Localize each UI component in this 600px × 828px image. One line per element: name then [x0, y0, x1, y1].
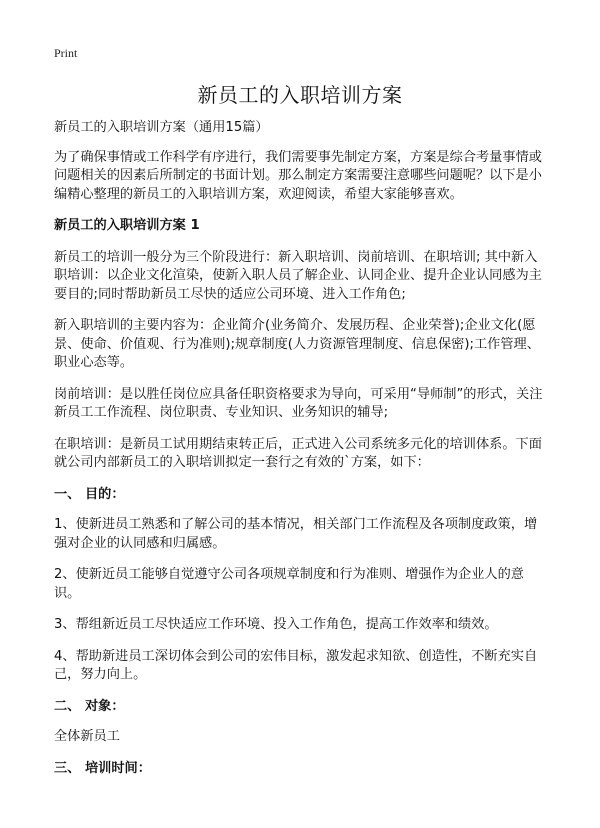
goal-item: 4、帮助新进员工深切体会到公司的宏伟目标，激发起求知欲、创造性，不断充实自己，努力向上。 — [54, 648, 538, 682]
paragraph-pre-job-training: 岗前培训：是以胜任岗位应具备任职资格要求为导向，可采用“导师制”的形式，关注新员工工作流程、岗位职责、专业知识、业务知识的辅导; — [54, 386, 543, 420]
heading-training-time: 三、 培训时间： — [54, 760, 151, 776]
target-text: 全体新员工 — [54, 729, 120, 744]
intro-paragraph: 为了确保事情或工作科学有序进行，我们需要事先制定方案，方案是综合考量事情或问题相关的因素后所制定的书面计划。那么制定方案需要注意哪些问题呢？以下是小编精心整理的新员工的入职培训方案，欢迎阅读，希望大家能够喜欢。 — [54, 149, 542, 202]
goal-item: 3、帮组新近员工尽快适应工作环境、投入工作角色，提高工作效率和绩效。 — [54, 617, 498, 632]
document-subtitle: 新员工的入职培训方案（通用15篇） — [54, 120, 269, 135]
heading-goal: 一、 目的： — [54, 486, 125, 502]
goal-item: 2、使新近员工能够自觉遵守公司各项规章制度和行为准则、增强作为企业人的意识。 — [54, 567, 524, 601]
document-title: 新员工的入职培训方案 — [197, 83, 403, 107]
section-heading: 新员工的入职培训方案 1 — [54, 218, 200, 233]
paragraph-training-stages: 新员工的培训一般分为三个阶段进行：新入职培训、岗前培训、在职培训; 其中新入职培训：以企业文化渲染，使新入职人员了解企业、认同企业、提升企业认同感为主要目的;同时帮助新员工尽快的适应公司环境、进入工作角色; — [54, 249, 542, 302]
paragraph-onboarding-content: 新入职培训的主要内容为：企业简介(业务简介、发展历程、企业荣誉);企业文化(愿景、使命、价值观、行为准则);规章制度(人力资源管理制度、信息保密);工作管理、职业心态等。 — [54, 318, 540, 370]
goal-item: 1、使新进员工熟悉和了解公司的基本情况，相关部门工作流程及各项制度政策，增强对企业的认同感和归属感。 — [54, 517, 538, 551]
document-body — [54, 119, 550, 790]
print-label: Print — [54, 46, 78, 60]
heading-target: 二、 对象： — [54, 698, 125, 714]
paragraph-on-job-training: 在职培训：是新员工试用期结束转正后，正式进入公司系统多元化的培训体系。下面就公司内部新员工的入职培训拟定一套行之有效的`方案，如下： — [54, 436, 542, 470]
